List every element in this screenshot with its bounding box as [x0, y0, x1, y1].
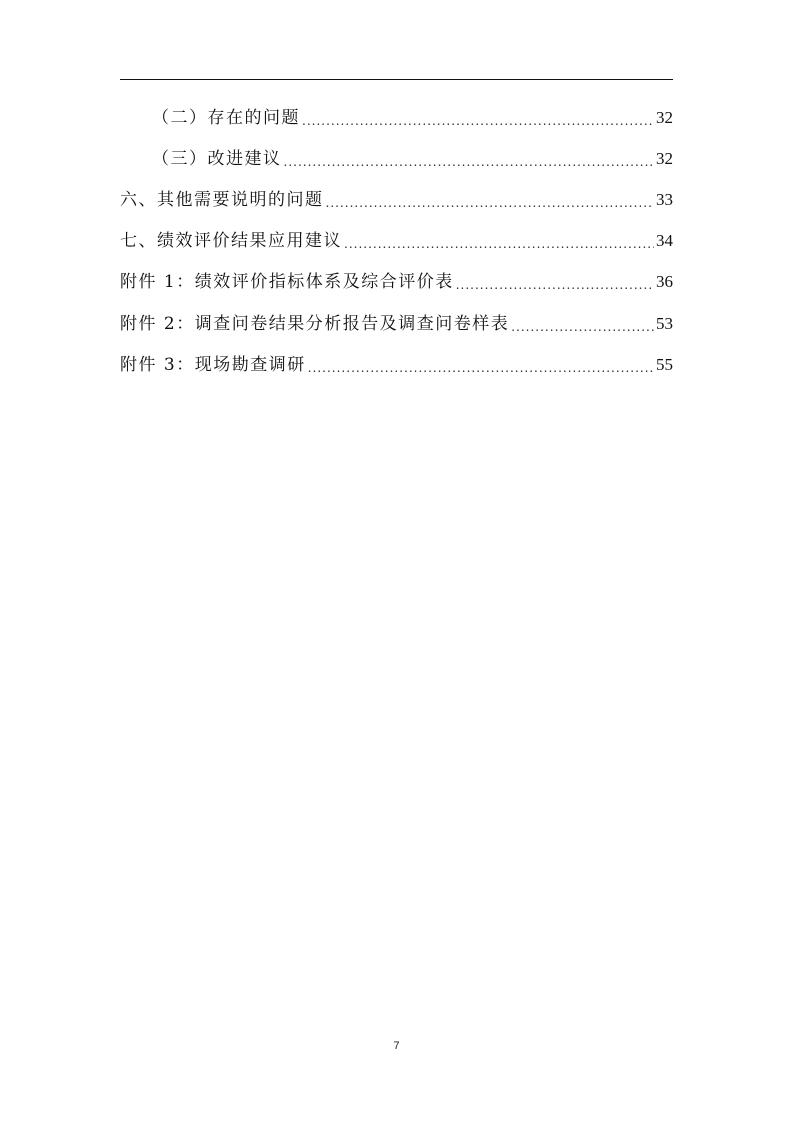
toc-entry-label: （三）改进建议	[152, 149, 282, 169]
toc-entry-label: 七、绩效评价结果应用建议	[120, 231, 342, 251]
toc-entry-appendix-2[interactable]	[120, 312, 673, 336]
toc-dot-leader	[344, 235, 654, 253]
toc-dot-leader	[308, 359, 654, 377]
toc-entry-appendix-1[interactable]	[120, 270, 673, 294]
toc-entry-page: 33	[656, 190, 673, 209]
toc-entry-improvement-suggestions[interactable]	[152, 147, 673, 171]
toc-entry-page: 32	[656, 149, 673, 168]
toc-dot-leader	[284, 153, 655, 171]
toc-dot-leader	[456, 276, 654, 294]
toc-dot-leader	[302, 112, 654, 130]
toc-entry-label: （二）存在的问题	[152, 108, 300, 128]
toc-entry-label: 附件 2：调查问卷结果分析报告及调查问卷样表	[120, 314, 510, 334]
toc-dot-leader	[511, 318, 654, 336]
toc-entry-page: 36	[656, 272, 673, 291]
toc-entry-appendix-3[interactable]	[120, 353, 673, 377]
toc-entry-page: 55	[656, 355, 673, 374]
toc-entry-other-issues[interactable]	[120, 188, 673, 212]
toc-entry-label: 附件 1：绩效评价指标体系及综合评价表	[120, 272, 454, 292]
toc-entry-result-application[interactable]	[120, 229, 673, 253]
page-number: 7	[393, 1040, 400, 1052]
header-rule	[120, 79, 673, 80]
toc-entry-page: 53	[656, 314, 673, 333]
toc-entry-page: 34	[656, 231, 673, 250]
toc-entry-label: 六、其他需要说明的问题	[120, 190, 324, 210]
toc-dot-leader	[326, 194, 655, 212]
toc-entry-existing-problems[interactable]	[152, 106, 673, 130]
toc-entry-page: 32	[656, 108, 673, 127]
toc-entry-label: 附件 3：现场勘查调研	[120, 355, 306, 375]
